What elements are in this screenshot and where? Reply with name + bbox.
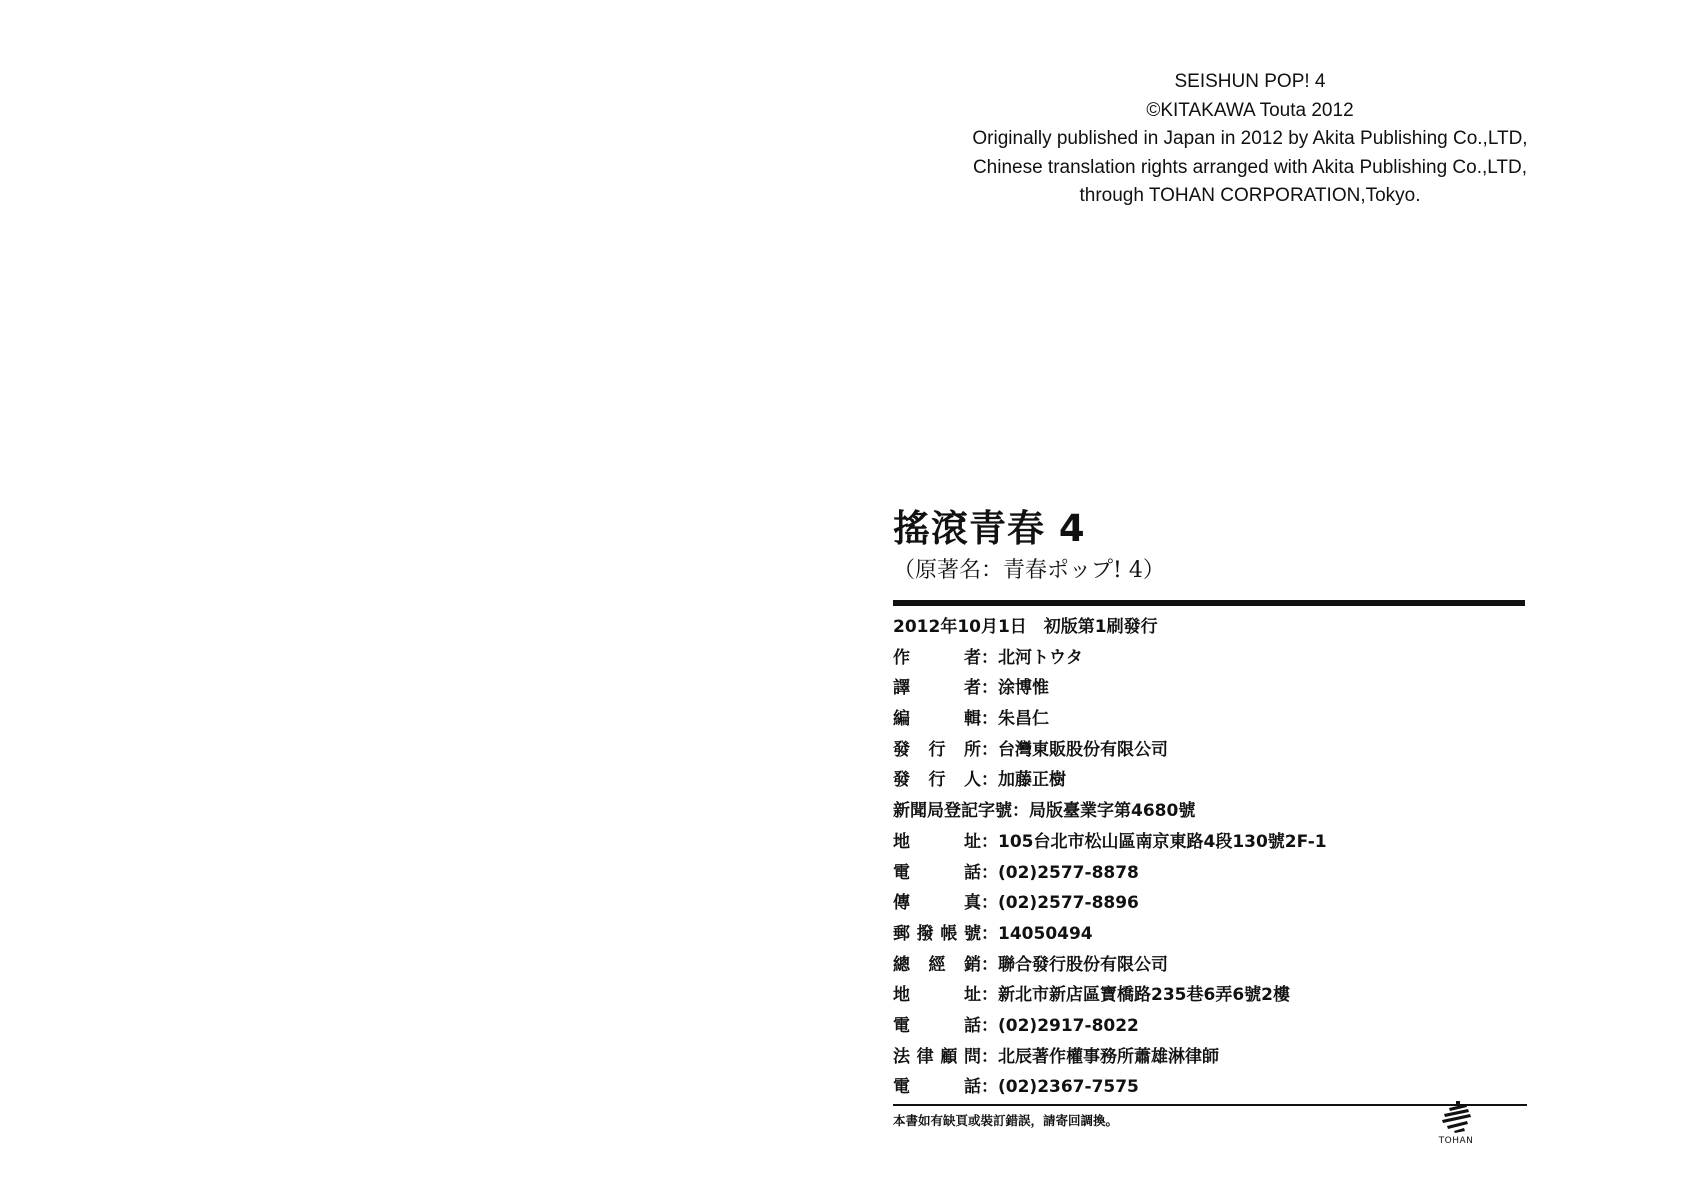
- info-label: 電話: [893, 1077, 981, 1098]
- info-row-legal-counsel: [893, 1042, 1533, 1073]
- info-row-phone: [893, 858, 1533, 889]
- info-row-registration: [893, 796, 1533, 827]
- info-value: 聯合發行股份有限公司: [998, 954, 1168, 975]
- info-row-postal-account: [893, 919, 1533, 950]
- tohan-logo-text: TOHAN: [1438, 1136, 1474, 1146]
- info-separator: ：: [981, 1077, 998, 1098]
- info-separator: ：: [981, 770, 998, 791]
- info-row-fax: [893, 888, 1533, 919]
- info-label: 編輯: [893, 709, 981, 730]
- info-separator: ：: [981, 862, 998, 883]
- info-separator: ：: [1012, 801, 1029, 822]
- info-separator: ：: [981, 1015, 998, 1036]
- info-row-issuer: [893, 765, 1533, 796]
- info-label: 法律顧問: [893, 1046, 981, 1067]
- defect-notice: 本書如有缺頁或裝訂錯誤，請寄回調換。: [893, 1113, 1119, 1128]
- copyright-line: Chinese translation rights arranged with Akita Publishing Co.,LTD,: [972, 156, 1528, 178]
- info-separator: ：: [981, 893, 998, 914]
- info-row-distributor: [893, 950, 1533, 981]
- book-subtitle: （原著名：青春ポップ! 4）: [893, 558, 1165, 583]
- info-label: 地址: [893, 985, 981, 1006]
- publication-date: 2012年10月1日 初版第1刷發行: [893, 617, 1158, 637]
- publication-info-list: [893, 612, 1533, 1103]
- info-label: 地址: [893, 831, 981, 852]
- info-value: 北河トウタ: [998, 647, 1083, 668]
- info-value: (02)2577-8878: [998, 862, 1139, 883]
- info-label: 電話: [893, 862, 981, 883]
- tohan-logo-icon: [1438, 1100, 1474, 1134]
- info-label: 總經銷: [893, 954, 981, 975]
- info-separator: ：: [981, 954, 998, 975]
- copyright-line: Originally published in Japan in 2012 by Akita Publishing Co.,LTD,: [972, 128, 1528, 149]
- book-title: 搖滾青春 4: [893, 507, 1086, 550]
- copyright-block: [900, 68, 1600, 211]
- info-label: 作者: [893, 647, 981, 668]
- info-label: 發行人: [893, 770, 981, 791]
- title-divider: [893, 600, 1525, 606]
- info-value: 北辰著作權事務所蕭雄淋律師: [998, 1046, 1219, 1067]
- info-value: (02)2917-8022: [998, 1015, 1139, 1036]
- info-value: (02)2367-7575: [998, 1077, 1139, 1098]
- info-row-address: [893, 827, 1533, 858]
- copyright-line: through TOHAN CORPORATION,Tokyo.: [1079, 185, 1421, 206]
- copyright-line: SEISHUN POP! 4: [1174, 71, 1326, 92]
- info-separator: ：: [981, 709, 998, 730]
- info-label: 新聞局登記字號: [893, 801, 1012, 822]
- info-label: 傳真: [893, 893, 981, 914]
- info-row-distributor-address: [893, 980, 1533, 1011]
- info-separator: ：: [981, 647, 998, 668]
- info-value: 14050494: [998, 923, 1093, 944]
- info-row-distributor-phone: [893, 1011, 1533, 1042]
- info-value: 台灣東販股份有限公司: [998, 739, 1168, 760]
- info-label: 郵撥帳號: [893, 923, 981, 944]
- info-value: 加藤正樹: [998, 770, 1066, 791]
- info-row-editor: [893, 704, 1533, 735]
- info-separator: ：: [981, 1046, 998, 1067]
- info-label: 發行所: [893, 739, 981, 760]
- info-separator: ：: [981, 739, 998, 760]
- info-row-legal-phone: [893, 1072, 1533, 1103]
- info-row-author: [893, 643, 1533, 674]
- info-separator: ：: [981, 985, 998, 1006]
- info-separator: ：: [981, 923, 998, 944]
- copyright-line: ©KITAKAWA Touta 2012: [1146, 99, 1354, 121]
- info-value: 涂博惟: [998, 678, 1049, 699]
- info-value: 朱昌仁: [998, 709, 1049, 730]
- info-separator: ：: [981, 831, 998, 852]
- tohan-logo: [1430, 1100, 1482, 1147]
- info-separator: ：: [981, 678, 998, 699]
- date-line: [893, 612, 1533, 643]
- info-label: 電話: [893, 1015, 981, 1036]
- info-row-translator: [893, 673, 1533, 704]
- info-value: (02)2577-8896: [998, 893, 1139, 914]
- info-value: 105台北市松山區南京東路4段130號2F-1: [998, 831, 1327, 852]
- info-label: 譯者: [893, 678, 981, 699]
- colophon: [893, 506, 1533, 1132]
- info-row-publisher: [893, 735, 1533, 766]
- info-value: 局版臺業字第4680號: [1029, 801, 1196, 822]
- info-value: 新北市新店區寶橋路235巷6弄6號2樓: [998, 985, 1290, 1006]
